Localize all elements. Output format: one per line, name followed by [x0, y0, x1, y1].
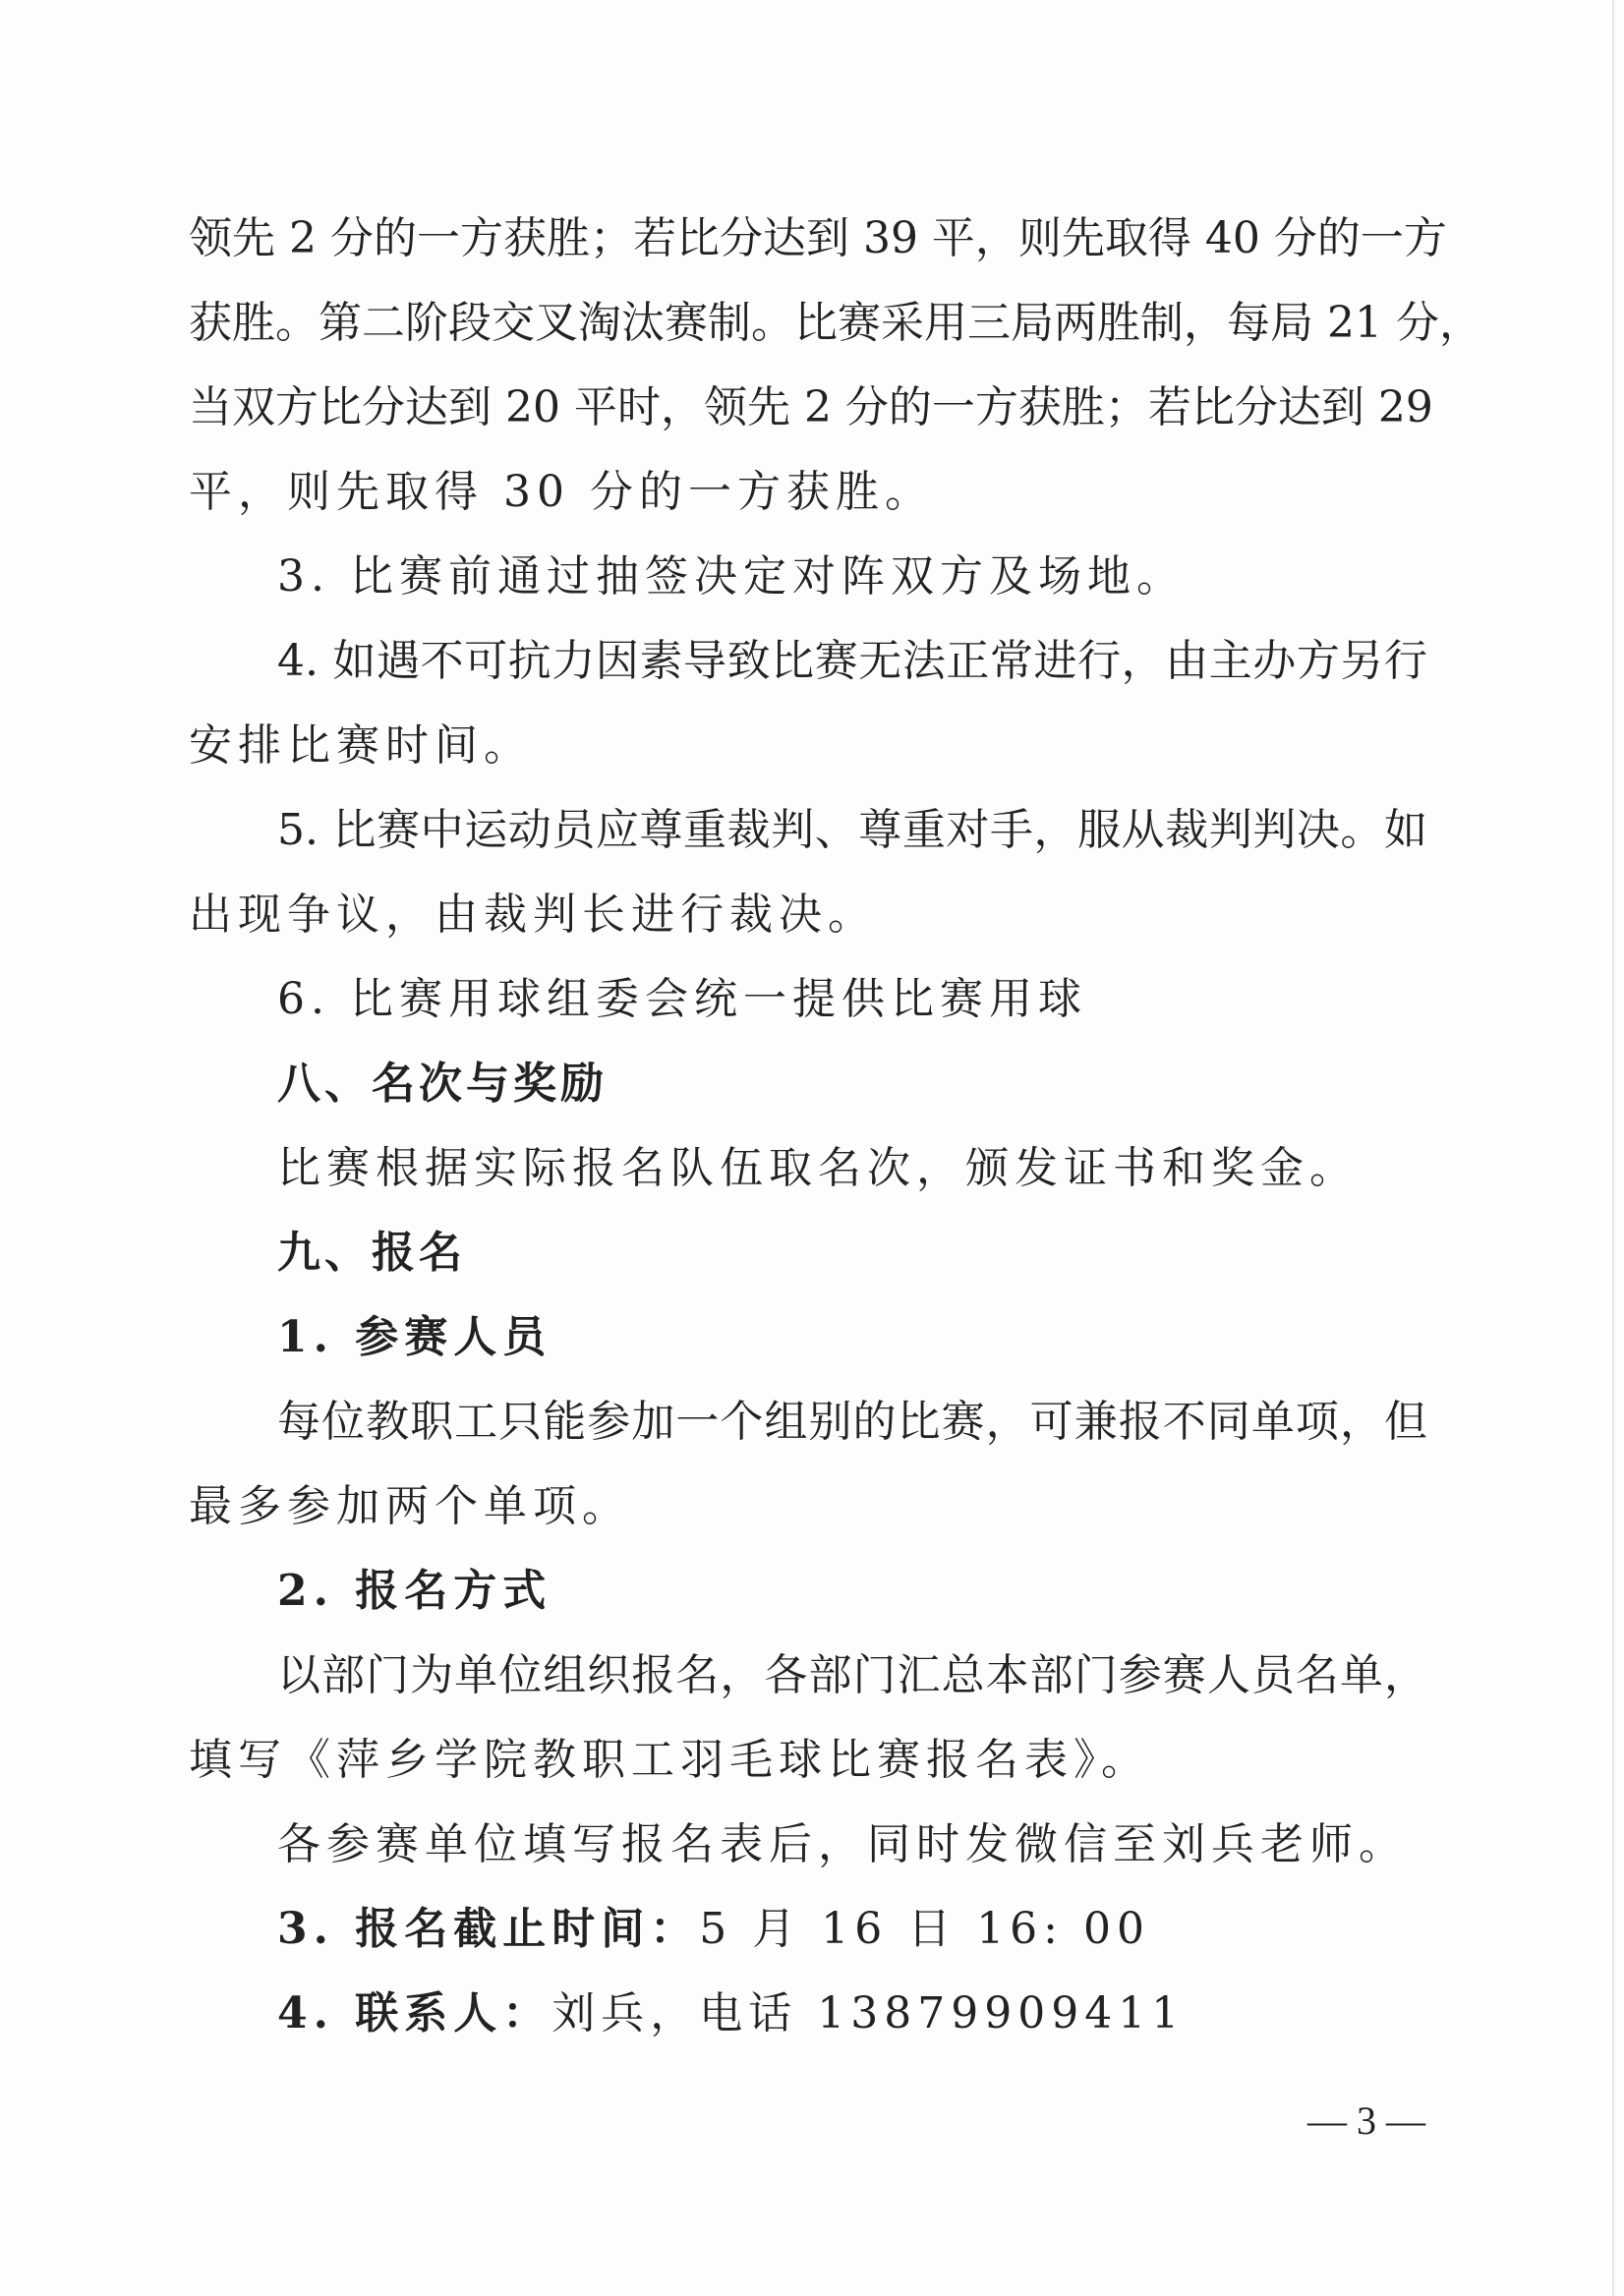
page-edge-rule	[1612, 0, 1614, 2296]
subsection-2-title: 2. 报名方式	[277, 1566, 552, 1616]
section-8-title: 八、名次与奖励	[277, 1059, 608, 1109]
paragraph-line-3: 当双方比分达到 20 平时，领先 2 分的一方获胜；若比分达到 29	[189, 382, 1433, 432]
rule-4-line-1: 4. 如遇不可抗力因素导致比赛无法正常进行，由主办方另行	[277, 636, 1427, 686]
section-9-title: 九、报名	[277, 1228, 466, 1278]
rule-6: 6. 比赛用球组委会统一提供比赛用球	[277, 974, 1087, 1024]
subsection-2-line-2: 填写《萍乡学院教职工羽毛球比赛报名表》。	[189, 1735, 1150, 1785]
contact-label: 4. 联系人：	[277, 1988, 552, 2038]
deadline-row	[277, 1887, 1427, 1972]
subsection-1-title: 1. 参赛人员	[277, 1312, 552, 1362]
subsection-1-line-2: 最多参加两个单项。	[189, 1481, 631, 1531]
contact-value: 刘兵，电话 13879909411	[551, 1988, 1186, 2038]
page-number: — 3 —	[1307, 2098, 1425, 2143]
rule-4-line-2: 安排比赛时间。	[189, 720, 533, 771]
deadline-value: 5 月 16 日 16: 00	[699, 1904, 1150, 1954]
paragraph-line-2: 获胜。第二阶段交叉淘汰赛制。比赛采用三局两胜制，每局 21 分，	[189, 298, 1482, 348]
contact-row	[277, 1972, 1427, 2056]
rule-5-line-2: 出现争议，由裁判长进行裁决。	[189, 890, 877, 940]
section-8-text: 比赛根据实际报名队伍取名次，颁发证书和奖金。	[277, 1143, 1359, 1193]
subsection-1-line-1: 每位教职工只能参加一个组别的比赛，可兼报不同单项，但	[277, 1397, 1427, 1447]
paragraph-line-1: 领先 2 分的一方获胜；若比分达到 39 平，则先取得 40 分的一方	[189, 213, 1447, 263]
deadline-label: 3. 报名截止时间：	[277, 1904, 700, 1954]
subsection-2-line-1: 以部门为单位组织报名，各部门汇总本部门参赛人员名单，	[277, 1650, 1427, 1700]
paragraph-line-4: 平，则先取得 30 分的一方获胜。	[189, 467, 934, 517]
rule-5-line-1: 5. 比赛中运动员应尊重裁判、尊重对手，服从裁判判决。如	[277, 805, 1427, 855]
rule-3: 3. 比赛前通过抽签决定对阵双方及场地。	[277, 551, 1186, 602]
subsection-2-line-3: 各参赛单位填写报名表后，同时发微信至刘兵老师。	[277, 1819, 1408, 1869]
